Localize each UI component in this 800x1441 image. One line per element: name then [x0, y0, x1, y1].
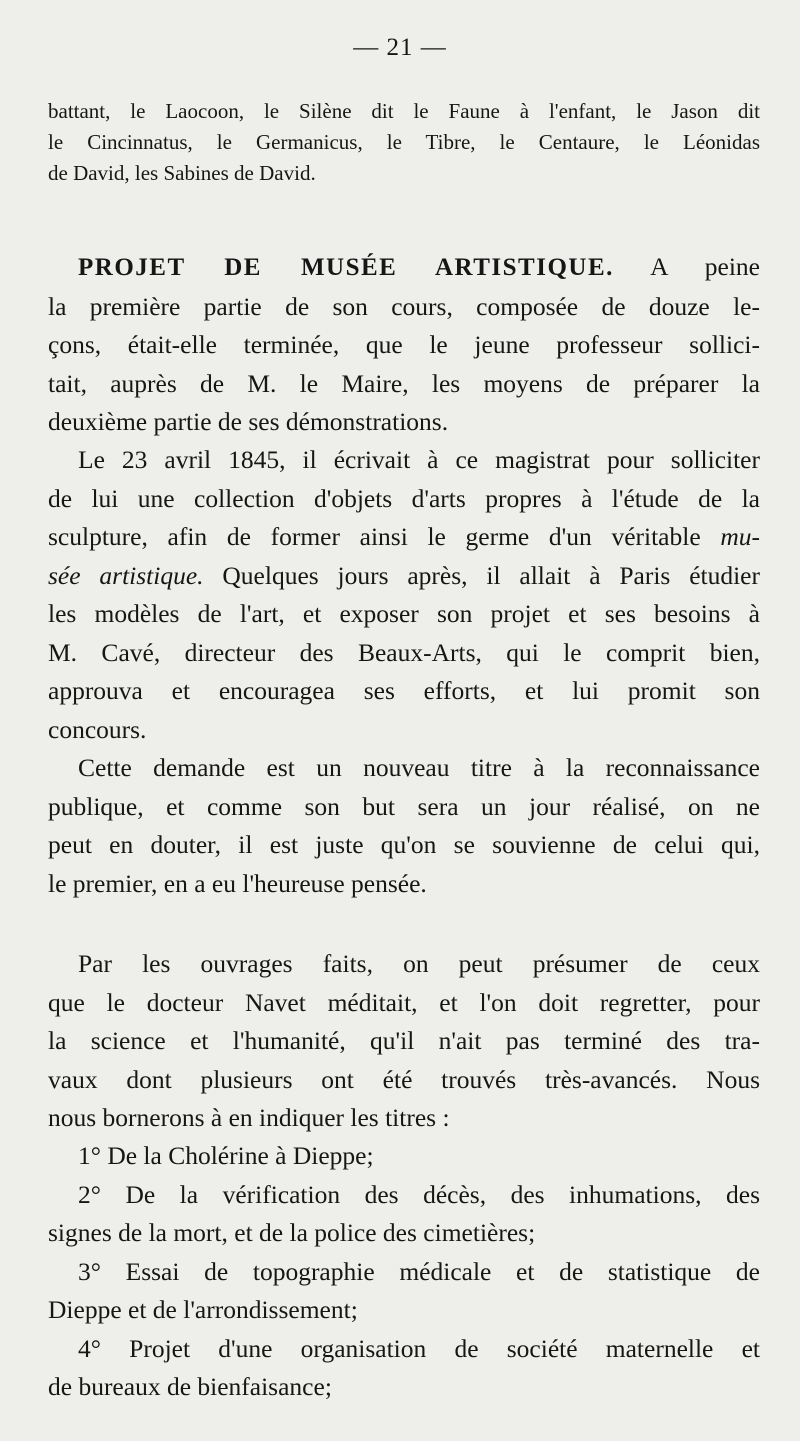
text-line: peut en douter, il est juste qu'on se souvienne de celui qui,: [48, 830, 760, 859]
text-line: de David, les Sabines de David.: [48, 161, 316, 185]
titles-list: [48, 1137, 760, 1407]
list-item-continuation: Dieppe et de l'arrondissement;: [48, 1295, 358, 1324]
text-line: battant, le Laocoon, le Silène dit le Faune à l'enfant, le Jason dit: [48, 99, 760, 123]
list-item: 4° Projet d'une organisation de société maternelle et: [78, 1333, 760, 1363]
works-paragraph: [48, 945, 760, 1138]
text-line: nous bornerons à en indiquer les titres :: [48, 1103, 450, 1132]
page-number: — 21 —: [353, 34, 447, 61]
letter-paragraph: [48, 441, 760, 749]
text-line: le premier, en a eu l'heureuse pensée.: [48, 868, 427, 898]
list-item-continuation: de bureaux de bienfaisance;: [48, 1372, 332, 1401]
list-item: 2° De la vérification des décès, des inhumations, des: [78, 1179, 760, 1209]
projet-paragraph: [48, 248, 760, 442]
section-heading: PROJET DE MUSÉE ARTISTIQUE.: [78, 254, 614, 281]
text-line: Cette demande est un nouveau titre à la reconnaissance: [78, 753, 760, 782]
text-line: [48, 518, 760, 557]
text-line: [48, 248, 760, 288]
list-item-continuation: signes de la mort, et de la police des cimetières;: [48, 1218, 536, 1247]
text-line: Le 23 avril 1845, il écrivait à ce magistrat pour solliciter: [78, 445, 760, 474]
italic-span: mu-: [720, 522, 761, 551]
text-line: la science et l'humanité, qu'il n'ait pas terminé des tra-: [48, 1026, 760, 1055]
text-line: de lui une collection d'objets d'arts propres à l'étude de la: [48, 483, 760, 513]
text-line: M. Cavé, directeur des Beaux-Arts, qui le comprit bien,: [48, 637, 760, 667]
text-line: la première partie de son cours, composée de douze le-: [48, 291, 760, 321]
italic-span: sée artistique.: [48, 560, 204, 590]
text-line: çons, était-elle terminée, que le jeune professeur sollici-: [48, 330, 760, 359]
text-line: deuxième partie de ses démonstrations.: [48, 407, 449, 436]
text-line: publique, et comme son but sera un jour réalisé, on ne: [48, 791, 760, 821]
text-line: que le docteur Navet méditait, et l'on doit regretter, pour: [48, 987, 760, 1017]
text-line: le Cincinnatus, le Germanicus, le Tibre, le Centaure, le Léonidas: [48, 130, 760, 154]
list-item: 3° Essai de topographie médicale et de statistique de: [78, 1256, 760, 1286]
list-item: 1° De la Cholérine à Dieppe;: [78, 1141, 374, 1170]
text-line: Par les ouvrages faits, on peut présumer de ceux: [78, 949, 760, 978]
text-line: concours.: [48, 714, 147, 744]
text-line: approuva et encouragea ses efforts, et lui promit son: [48, 676, 760, 705]
text-line: [48, 557, 760, 596]
text-line: vaux dont plusieurs ont été trouvés très-avancés. Nous: [48, 1064, 760, 1094]
text-line: les modèles de l'art, et exposer son projet et ses besoins à: [48, 599, 760, 628]
intro-paragraph: [48, 96, 760, 189]
recognition-paragraph: [48, 749, 760, 903]
text-line: tait, auprès de M. le Maire, les moyens de préparer la: [48, 368, 760, 398]
text-span: Quelques jours après, il allait à Paris étudier: [222, 560, 760, 590]
text-span: A peine: [650, 252, 761, 281]
text-span: sculpture, afin de former ainsi le germe d'un véritable: [48, 522, 701, 551]
